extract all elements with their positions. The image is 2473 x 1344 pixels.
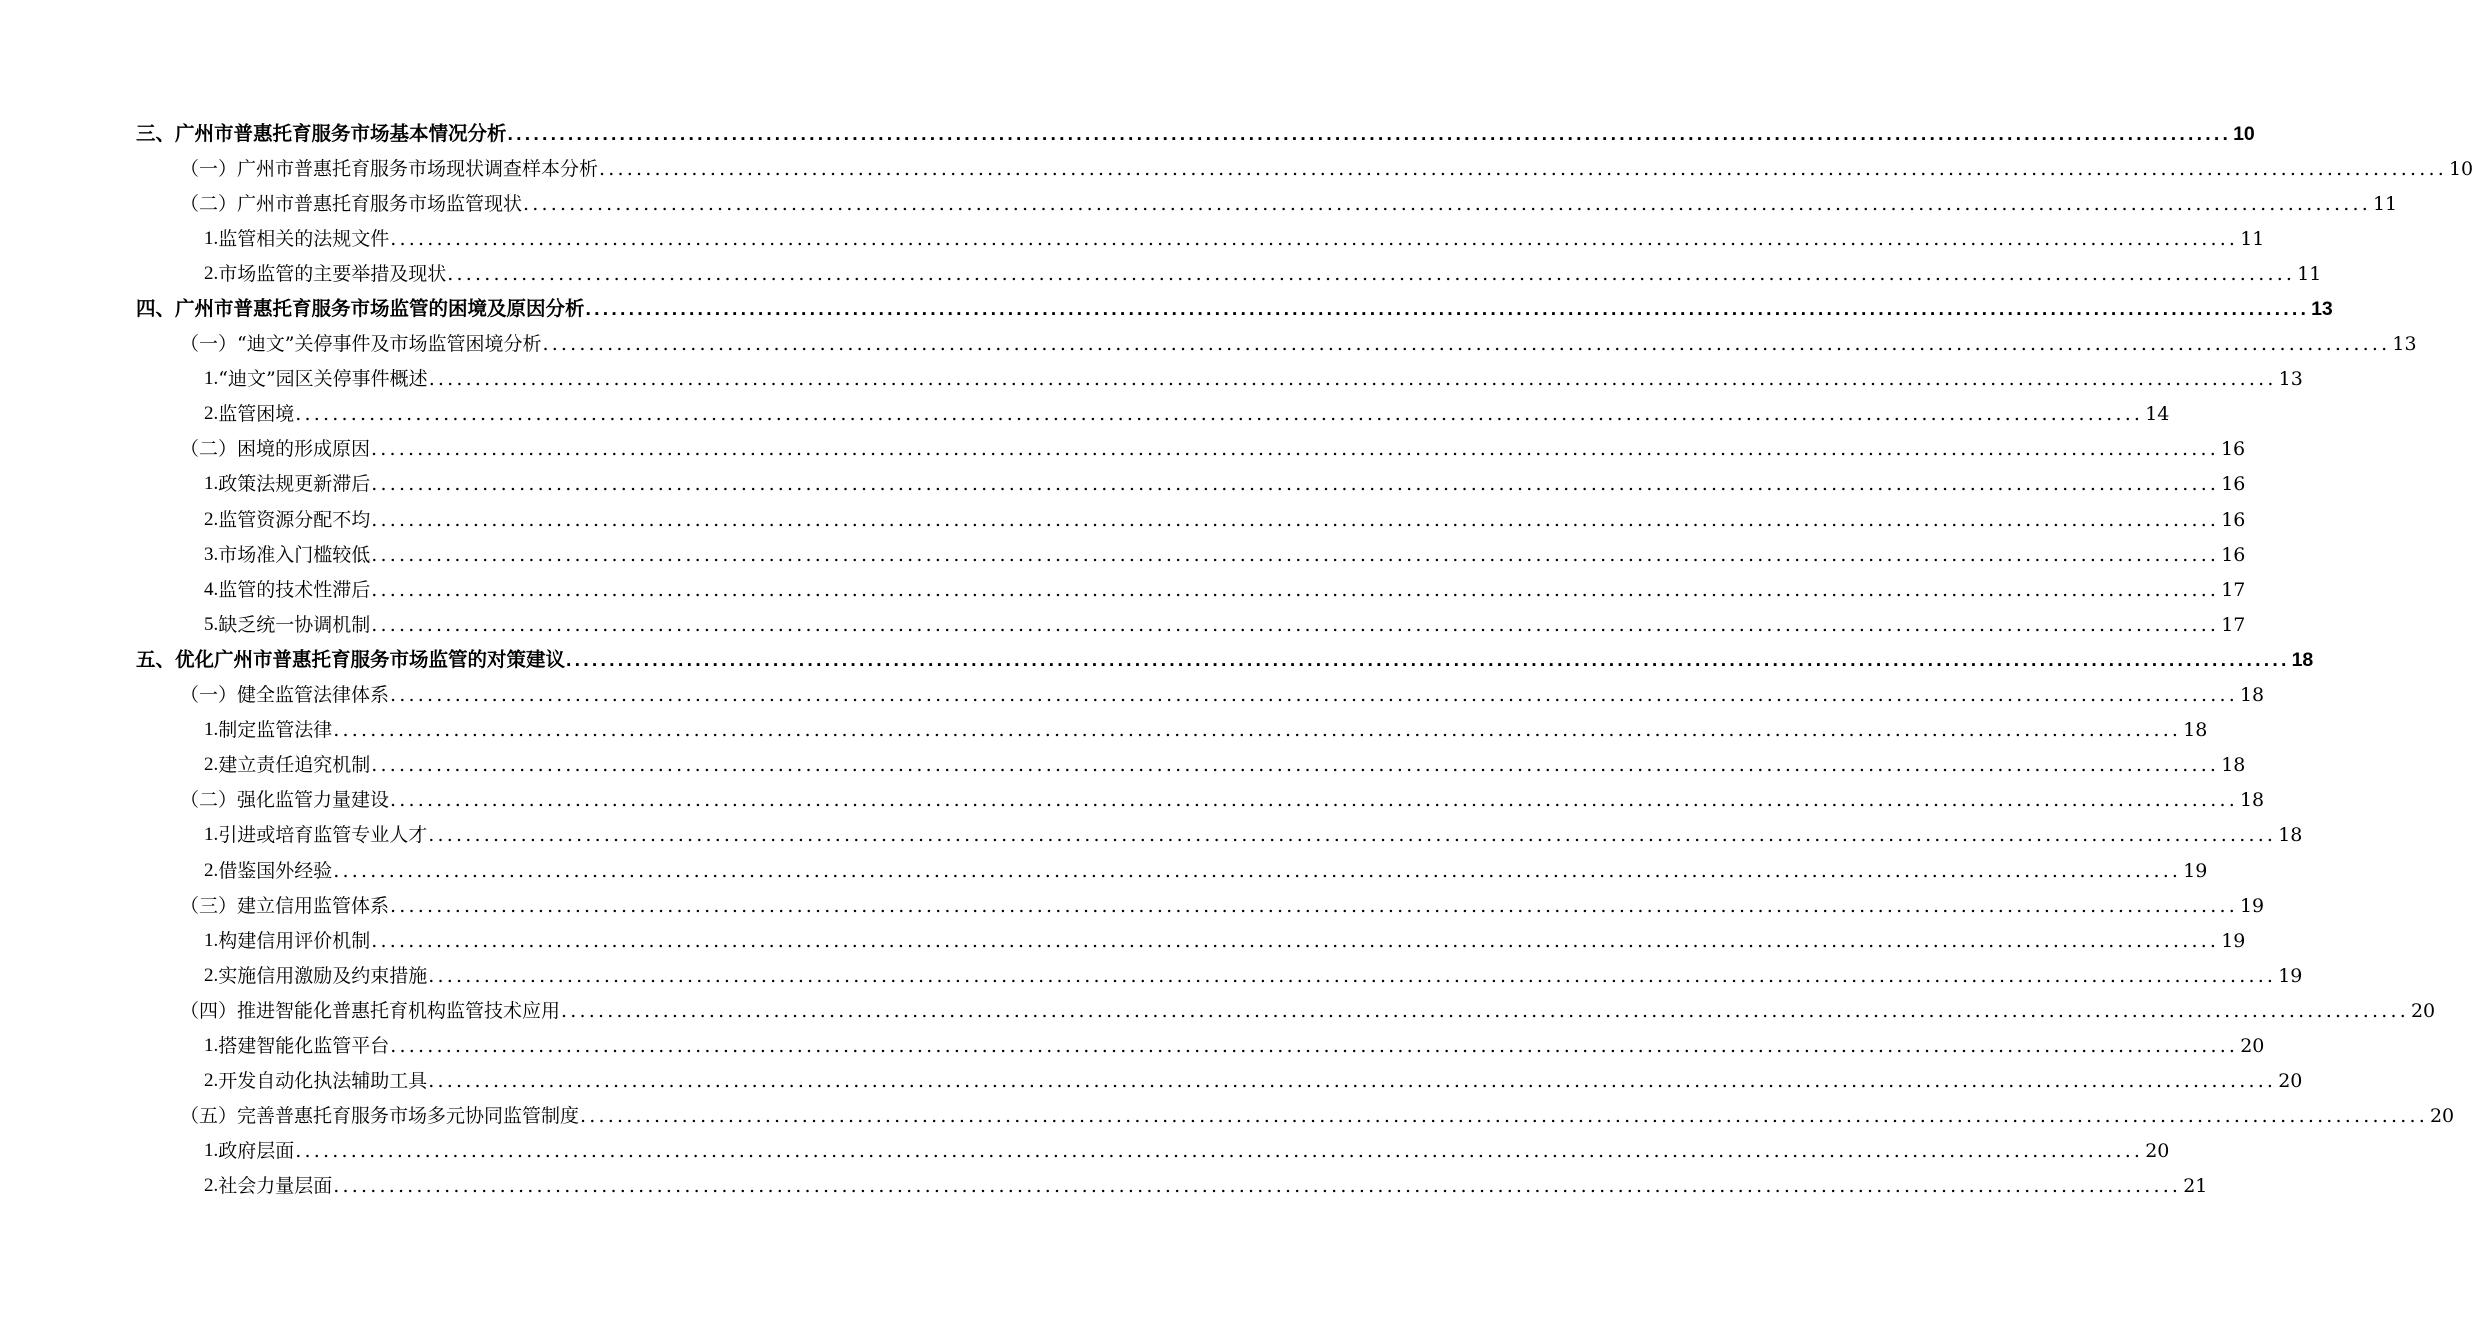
toc-dot-leader: ........................................................................................................................................................................................................ [585,298,2310,321]
toc-entry-title: 市场准入门槛较低 [218,543,371,566]
toc-dot-leader: ........................................................................................................................................................................................................ [295,403,2144,426]
toc-entry-title: 广州市普惠托育服务市场监管现状 [237,192,523,215]
toc-entry-title: 监管资源分配不均 [218,508,371,531]
toc-entry-number: 三、 [136,122,176,145]
toc-entry-level-3[interactable] [0,818,2303,853]
toc-entry-level-3[interactable] [0,748,2246,783]
toc-entry-level-2[interactable] [0,888,2265,923]
toc-entry-title: 健全监管法律体系 [237,684,390,707]
toc-entry-title: 强化监管力量建设 [237,789,390,812]
toc-page-number: 10 [2448,157,2473,180]
toc-entry-title: 困境的形成原因 [237,438,371,461]
toc-entry-level-3[interactable] [0,1169,2208,1204]
toc-dot-leader: ........................................................................................................................................................................................................ [566,648,2290,671]
toc-entry-level-3[interactable] [0,397,2170,432]
table-of-contents [0,116,2473,1204]
toc-entry-title: 广州市普惠托育服务市场监管的困境及原因分析 [175,298,585,321]
toc-dot-leader: ........................................................................................................................................................................................................ [580,1105,2428,1128]
toc-page-number: 13 [2392,333,2417,356]
toc-entry-title: 缺乏统一协调机制 [218,613,371,636]
toc-entry-level-3[interactable] [0,923,2246,958]
toc-dot-leader: ........................................................................................................................................................................................................ [599,157,2447,180]
toc-entry-number: （一） [180,157,238,180]
toc-page-number: 17 [2221,613,2246,636]
toc-page-number: 20 [2278,1070,2303,1093]
toc-dot-leader: ........................................................................................................................................................................................................ [523,192,2371,215]
toc-entry-title: 监管困境 [218,403,295,426]
toc-entry-number: 2. [204,1175,219,1197]
toc-dot-leader: ........................................................................................................................................................................................................ [333,859,2182,882]
toc-entry-level-3[interactable] [0,607,2246,642]
toc-entry-level-3[interactable] [0,958,2303,993]
toc-entry-number: 1. [204,227,219,249]
toc-dot-leader: ........................................................................................................................................................................................................ [428,368,2277,391]
toc-entry-number: 2. [204,754,219,776]
toc-dot-leader: ........................................................................................................................................................................................................ [333,1175,2182,1198]
toc-entry-level-3[interactable] [0,713,2208,748]
toc-dot-leader: ........................................................................................................................................................................................................ [390,789,2238,812]
toc-entry-number: 五、 [136,648,176,671]
toc-page-number: 16 [2221,508,2246,531]
toc-dot-leader: ........................................................................................................................................................................................................ [371,438,2219,461]
toc-entry-level-3[interactable] [0,853,2208,888]
toc-entry-title: 构建信用评价机制 [218,929,371,952]
toc-page-number: 21 [2183,1175,2208,1198]
toc-page-number: 14 [2145,403,2170,426]
toc-page-number: 18 [2239,789,2265,812]
toc-entry-number: 3. [204,543,219,565]
toc-entry-level-3[interactable] [0,1028,2265,1063]
toc-entry-number: 1. [204,1034,219,1056]
toc-dot-leader: ........................................................................................................................................................................................................ [390,894,2238,917]
toc-entry-level-2[interactable] [0,993,2436,1028]
toc-entry-title: “迪文”园区关停事件概述 [218,368,428,391]
toc-entry-title: “迪文”关停事件及市场监管困境分析 [237,333,542,356]
toc-entry-level-2[interactable] [0,1099,2455,1134]
toc-entry-title: 制定监管法律 [218,719,333,742]
toc-entry-level-2[interactable] [0,327,2417,362]
toc-dot-leader: ........................................................................................................................................................................................................ [371,929,2220,952]
toc-entry-level-2[interactable] [0,186,2398,221]
toc-entry-title: 监管的技术性滞后 [218,578,371,601]
toc-entry-level-3[interactable] [0,256,2322,291]
toc-dot-leader: ........................................................................................................................................................................................................ [371,543,2220,566]
toc-entry-title: 市场监管的主要举措及现状 [218,262,447,285]
toc-entry-level-3[interactable] [0,1064,2303,1099]
toc-dot-leader: ........................................................................................................................................................................................................ [371,613,2220,636]
toc-entry-number: （一） [180,684,238,707]
toc-page-number: 11 [2240,227,2265,250]
toc-entry-title: 搭建智能化监管平台 [218,1034,390,1057]
toc-page-number: 16 [2220,438,2246,461]
toc-entry-number: 4. [204,578,219,600]
toc-entry-title: 完善普惠托育服务市场多元协同监管制度 [237,1105,580,1128]
toc-entry-number: 2. [204,964,219,986]
toc-entry-title: 引进或培育监管专业人才 [218,824,428,847]
toc-page-number: 19 [2183,859,2208,882]
toc-entry-number: （四） [180,999,238,1022]
toc-entry-number: 1. [204,473,219,495]
toc-entry-title: 建立责任追究机制 [218,754,371,777]
toc-entry-title: 建立信用监管体系 [237,894,390,917]
toc-dot-leader: ........................................................................................................................................................................................................ [542,333,2391,356]
toc-entry-level-1[interactable] [0,116,2255,151]
toc-page-number: 10 [2233,122,2255,145]
toc-page-number: 19 [2278,964,2303,987]
toc-dot-leader: ........................................................................................................................................................................................................ [447,262,2296,285]
toc-page-number: 20 [2145,1140,2170,1163]
toc-dot-leader: ........................................................................................................................................................................................................ [371,473,2220,496]
toc-entry-level-3[interactable] [0,572,2246,607]
toc-entry-number: 1. [204,719,219,741]
toc-dot-leader: ........................................................................................................................................................................................................ [295,1140,2144,1163]
toc-page-number: 11 [2372,192,2398,215]
toc-dot-leader: ........................................................................................................................................................................................................ [428,824,2277,847]
toc-page-number: 17 [2221,578,2246,601]
toc-entry-number: 2. [204,1070,219,1092]
toc-page-number: 20 [2410,999,2436,1022]
toc-dot-leader: ........................................................................................................................................................................................................ [371,508,2220,531]
toc-entry-level-2[interactable] [0,678,2265,713]
toc-dot-leader: ........................................................................................................................................................................................................ [428,964,2277,987]
toc-entry-number: （五） [180,1105,238,1128]
toc-entry-number: 2. [204,859,219,881]
toc-entry-level-3[interactable] [0,221,2265,256]
toc-page-number: 18 [2239,684,2265,707]
toc-entry-level-1[interactable] [0,291,2333,326]
toc-page-number: 18 [2221,754,2246,777]
toc-entry-level-3[interactable] [0,1134,2170,1169]
toc-entry-number: 5. [204,613,219,635]
toc-entry-number: （三） [180,894,238,917]
toc-dot-leader: ........................................................................................................................................................................................................ [333,719,2182,742]
toc-entry-title: 政策法规更新滞后 [218,473,371,496]
toc-dot-leader: ........................................................................................................................................................................................................ [507,122,2232,145]
toc-entry-number: 2. [204,403,219,425]
toc-entry-number: 1. [204,1140,219,1162]
toc-entry-title: 监管相关的法规文件 [218,227,390,250]
toc-page-number: 18 [2183,719,2208,742]
toc-page-number: 19 [2221,929,2246,952]
toc-entry-level-2[interactable] [0,783,2265,818]
toc-entry-title: 政府层面 [218,1140,295,1163]
toc-dot-leader: ........................................................................................................................................................................................................ [371,578,2220,601]
toc-entry-number: （二） [180,192,238,215]
toc-page-number: 19 [2239,894,2265,917]
toc-entry-level-3[interactable] [0,467,2246,502]
toc-entry-number: 2. [204,508,219,530]
toc-page-number: 13 [2311,298,2333,321]
toc-entry-number: （二） [180,438,238,461]
toc-page-number: 18 [2278,824,2303,847]
toc-entry-level-1[interactable] [0,642,2314,677]
toc-entry-level-3[interactable] [0,362,2303,397]
toc-dot-leader: ........................................................................................................................................................................................................ [428,1070,2277,1093]
toc-entry-title: 实施信用激励及约束措施 [218,964,428,987]
toc-page-number: 13 [2278,368,2303,391]
toc-entry-title: 推进智能化普惠托育机构监管技术应用 [237,999,561,1022]
toc-page-number: 16 [2221,543,2246,566]
toc-entry-title: 广州市普惠托育服务市场基本情况分析 [175,122,507,145]
toc-page-number: 16 [2221,473,2246,496]
toc-entry-number: 1. [204,824,219,846]
toc-entry-title: 优化广州市普惠托育服务市场监管的对策建议 [175,648,566,671]
toc-dot-leader: ........................................................................................................................................................................................................ [371,754,2220,777]
toc-entry-title: 开发自动化执法辅助工具 [218,1070,428,1093]
toc-dot-leader: ........................................................................................................................................................................................................ [390,684,2238,707]
toc-entry-title: 广州市普惠托育服务市场现状调查样本分析 [237,157,599,180]
toc-entry-level-3[interactable] [0,537,2246,572]
toc-entry-level-2[interactable] [0,432,2246,467]
toc-page-number: 18 [2291,648,2314,671]
toc-entry-level-2[interactable] [0,151,2473,186]
toc-entry-number: 四、 [136,298,176,321]
toc-entry-level-3[interactable] [0,502,2246,537]
toc-page-number: 20 [2429,1105,2455,1128]
toc-dot-leader: ........................................................................................................................................................................................................ [390,227,2239,250]
toc-page-number: 11 [2297,262,2322,285]
toc-entry-number: 2. [204,262,219,284]
toc-entry-title: 借鉴国外经验 [218,859,333,882]
toc-dot-leader: ........................................................................................................................................................................................................ [390,1034,2239,1057]
toc-entry-number: 1. [204,368,219,390]
toc-page-number: 20 [2240,1034,2265,1057]
toc-entry-number: （二） [180,789,238,812]
toc-entry-number: 1. [204,929,219,951]
toc-entry-title: 社会力量层面 [218,1175,333,1198]
toc-dot-leader: ........................................................................................................................................................................................................ [561,999,2409,1022]
toc-entry-number: （一） [180,333,238,356]
